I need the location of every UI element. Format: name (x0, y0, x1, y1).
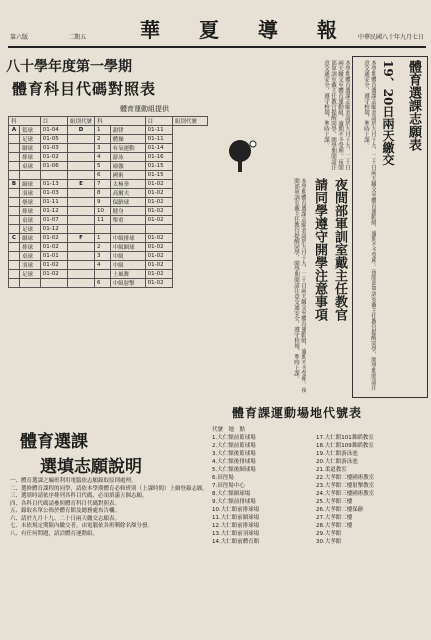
table-row (9, 171, 208, 180)
table-cell: 2 (95, 243, 111, 252)
table-cell: 01-02 (145, 270, 172, 279)
venue-row (212, 457, 426, 465)
article-paragraph: 七、未依規定期限內繳交者，由電腦依各班剩餘名額分發。 (10, 523, 154, 529)
table-cell: 9 (95, 198, 111, 207)
table-cell (68, 252, 95, 261)
table-cell: 01-11 (40, 198, 67, 207)
course-code-table (8, 116, 208, 288)
table-cell: 5 (95, 162, 111, 171)
table-cell (9, 252, 20, 261)
table-cell (68, 153, 95, 162)
venue-table (212, 425, 426, 545)
table-cell (9, 225, 20, 234)
table-cell (9, 162, 20, 171)
venue-cell: 6.田徑場 (212, 475, 234, 481)
article-paragraph: 二、選修體育課程的同學，請依本學期體育必修班別（上課時間）上網登錄志願。 (10, 485, 209, 492)
table-cell (95, 225, 111, 234)
table-cell: 游泳 (110, 153, 145, 162)
table-header-cell: 目 (145, 117, 172, 126)
table-cell: 2 (95, 135, 111, 144)
table-row (9, 144, 208, 153)
venue-cell: 11.大仁館前網球場 (212, 515, 260, 521)
table-cell: 3 (95, 144, 111, 153)
article-paragraph: 八、有任何問題，請洽體育運動組。 (10, 530, 99, 537)
table-cell (9, 207, 20, 216)
table-cell: 01-11 (145, 135, 172, 144)
table-cell: 國術 (110, 171, 145, 180)
table-cell: 01-07 (40, 216, 67, 225)
table-cell: 01-13 (40, 180, 67, 189)
table-cell: 網球 (20, 234, 41, 243)
table-cell: 中級射擊 (110, 279, 145, 288)
table-cell: 4 (95, 261, 111, 270)
table-cell: 8 (95, 189, 111, 198)
venue-cell: 24.大孝館三樓國術教室 (316, 491, 375, 497)
venue-row (212, 521, 426, 529)
table-row (9, 126, 208, 135)
venue-cell: 30.大孝館 (316, 539, 342, 545)
table-row (9, 189, 208, 198)
table-header-cell: 目 (40, 117, 67, 126)
venue-cell: 14.大仁館前體育館 (212, 539, 260, 545)
table-cell: 01-02 (145, 189, 172, 198)
table-cell: 排球 (20, 207, 41, 216)
table-row (9, 180, 208, 189)
table-cell: 壘球 (20, 198, 41, 207)
venue-row (212, 465, 426, 473)
table-cell: 中級 (110, 252, 145, 261)
table-cell (9, 198, 20, 207)
table-cell: 4 (95, 153, 111, 162)
table-cell (68, 279, 95, 288)
table-cell: 01-02 (40, 261, 67, 270)
venue-cell: 21.柔道教室 (316, 467, 347, 473)
venue-cell: 3.大仁館後籃球場 (212, 451, 256, 457)
table-cell: 6 (95, 279, 111, 288)
venue-cell: 22.大孝館二樓國術教室 (316, 475, 375, 481)
table-cell: 舉重 (110, 216, 145, 225)
table-row (9, 198, 208, 207)
venue-row (212, 481, 426, 489)
venue-cell: 17.大仁館101舞蹈教室 (316, 435, 374, 441)
table-cell: 01-02 (145, 216, 172, 225)
headline-c: 夜間部軍訓室戴主任教官 (332, 178, 347, 321)
table-cell: 有氧運動 (110, 144, 145, 153)
table-cell: D (68, 126, 95, 135)
table-row (9, 279, 208, 288)
table-cell (9, 144, 20, 153)
table-cell: 排球 (20, 243, 41, 252)
table-cell: 01-02 (40, 153, 67, 162)
table-cell (9, 135, 20, 144)
table-cell (20, 279, 41, 288)
table-cell (68, 225, 95, 234)
table-row (9, 225, 208, 234)
table-cell: F (68, 234, 95, 243)
venue-row (212, 433, 426, 441)
article-title-line1: 體育選課 (20, 432, 88, 452)
table-row (9, 216, 208, 225)
table-row (9, 135, 208, 144)
table-cell: 排球 (20, 153, 41, 162)
table-cell (9, 261, 20, 270)
table-cell: 01-02 (145, 252, 172, 261)
table-cell: 太極拳 (110, 180, 145, 189)
table-cell: 01-05 (40, 135, 67, 144)
table-row (9, 270, 208, 279)
venue-cell: 29.大孝館 (316, 531, 342, 537)
table-row (9, 234, 208, 243)
venue-cell: 18.大仁館109舞蹈教室 (316, 443, 374, 449)
venue-cell: 26.大孝館二樓保齡 (316, 507, 364, 513)
table-title-line1: 八十學年度第一學期 (6, 59, 132, 75)
table-cell: 01-02 (145, 207, 172, 216)
masthead (8, 10, 426, 48)
ping-pong-paddle-icon (227, 136, 257, 176)
article-paragraph: 三、選填時請依序排列各科目代碼，必須填滿五個志願。 (10, 493, 148, 499)
table-cell: B (9, 180, 20, 189)
table-cell (9, 270, 20, 279)
venue-row (212, 497, 426, 505)
table-header-row (9, 117, 208, 126)
table-cell (110, 225, 145, 234)
table-cell: 體操 (110, 135, 145, 144)
venue-cell: 28.大孝館二樓 (316, 523, 353, 529)
table-cell (9, 279, 20, 288)
venue-cell: 12.大仁館前排球場 (212, 523, 260, 529)
table-cell: 籃球 (20, 126, 41, 135)
venue-table-title: 體育課運動場地代號表 (232, 406, 363, 420)
table-cell: 01-02 (145, 198, 172, 207)
table-cell: 足球 (20, 270, 41, 279)
venue-row (212, 441, 426, 449)
table-cell (20, 171, 41, 180)
article-body (10, 478, 210, 538)
table-cell (68, 198, 95, 207)
article-paragraph: 六、請於九月十九、二十日兩天繳交志願表。 (10, 515, 121, 522)
table-cell: 6 (95, 171, 111, 180)
venue-row (212, 505, 426, 513)
table-cell: 11 (95, 216, 111, 225)
venue-row (212, 513, 426, 521)
venue-cell: 25.大孝館三樓 (316, 499, 353, 505)
table-cell: 保齡球 (110, 198, 145, 207)
newspaper-title: 華 夏 導 報 (140, 18, 353, 42)
table-cell: 中級排球 (110, 234, 145, 243)
table-cell: 土風舞 (110, 270, 145, 279)
table-cell: 健身 (110, 207, 145, 216)
table-row (9, 207, 208, 216)
table-cell (68, 144, 95, 153)
top-right-body: 本學期體育選課志願表請於九月十九、二十日兩天繳交至體育運動組，逾期不予受理。夜間部軍訓室戴主任教官提醒同學，開學期間請注意交通安全，遵守校規，準時上課。 (323, 60, 350, 170)
table-cell (9, 243, 20, 252)
table-cell (68, 207, 95, 216)
table-cell: 中級網球 (110, 243, 145, 252)
table-cell (95, 270, 111, 279)
page-number: 第六版 (10, 34, 29, 41)
table-cell: 01-02 (40, 243, 67, 252)
table-row (9, 153, 208, 162)
table-header-cell: 科 (9, 117, 41, 126)
table-cell: 桌球 (20, 216, 41, 225)
table-cell (68, 261, 95, 270)
table-cell: 01-04 (40, 126, 67, 135)
table-header-cell: 科 (95, 117, 146, 126)
venue-row (212, 489, 426, 497)
table-cell: 桌球 (20, 162, 41, 171)
venue-cell: 10.大仁館前排球場 (212, 507, 260, 513)
secondary-body: 本學期體育選課志願表請於九月十九、二十日兩天繳交至體育運動組，逾期不予受理。夜間部軍訓室戴主任教官提醒同學，開學期間請注意交通安全，遵守校規，準時上課。 (293, 178, 306, 393)
table-cell: E (68, 180, 95, 189)
table-cell: 01-12 (40, 207, 67, 216)
publication-date: 中華民國八十年九月七日 (357, 34, 424, 41)
table-cell: C (9, 234, 20, 243)
table-row (9, 162, 208, 171)
table-cell: A (9, 126, 20, 135)
venue-cell: 19.大仁館游泳池 (316, 451, 358, 457)
table-cell: 足球 (20, 135, 41, 144)
table-cell: 01-15 (145, 171, 172, 180)
table-provider: 體育運動組提供 (120, 105, 169, 113)
table-cell: 網球 (20, 144, 41, 153)
table-cell: 1 (95, 234, 111, 243)
table-cell: 01-02 (145, 243, 172, 252)
venue-cell: 7.田徑場中心 (212, 483, 245, 489)
venue-row (212, 473, 426, 481)
table-cell: 羽球 (20, 261, 41, 270)
venue-row (212, 529, 426, 537)
table-cell: 01-11 (145, 126, 172, 135)
table-cell (68, 162, 95, 171)
table-row (9, 243, 208, 252)
table-cell: 01-15 (145, 162, 172, 171)
table-cell (9, 153, 20, 162)
table-header-cell: 組別代號 (172, 117, 207, 126)
table-cell: 01-02 (145, 261, 172, 270)
table-cell: 01-14 (145, 144, 172, 153)
table-cell (9, 171, 20, 180)
table-cell (68, 243, 95, 252)
table-cell (9, 189, 20, 198)
table-cell: 01-02 (40, 234, 67, 243)
venue-row (212, 537, 426, 545)
table-cell (68, 216, 95, 225)
table-cell: 01-03 (40, 144, 67, 153)
headline-b: 19、20日兩天繳交 (381, 60, 395, 166)
article-paragraph: 四、各科目代碼請參照體育科目代碼對照表。 (10, 500, 121, 507)
table-cell: 7 (95, 180, 111, 189)
table-cell (68, 189, 95, 198)
table-cell: 高爾夫 (110, 189, 145, 198)
table-title-line2: 體育科目代碼對照表 (12, 80, 157, 98)
venue-header: 代號 地 點 (212, 427, 246, 433)
table-cell: 01-02 (145, 279, 172, 288)
table-cell: 中級 (110, 261, 145, 270)
venue-cell: 27.大孝館二樓 (316, 515, 353, 521)
table-cell (68, 171, 95, 180)
headline-d: 請同學遵守開學注意事項 (312, 178, 327, 321)
table-cell: 瑜伽 (110, 162, 145, 171)
venue-cell: 5.大仁館後網球場 (212, 467, 256, 473)
venue-row (212, 449, 426, 457)
venue-cell: 9.大仁館前排球場 (212, 499, 256, 505)
table-cell: 網球 (20, 180, 41, 189)
venue-cell: 20.大仁館游泳池 (316, 459, 358, 465)
table-cell (40, 279, 67, 288)
table-cell: 韻律 (110, 126, 145, 135)
issue-number: 二期五 (68, 34, 87, 41)
table-cell: 01-03 (40, 189, 67, 198)
table-cell (40, 171, 67, 180)
venue-cell: 23.大孝館二樓射擊教室 (316, 483, 375, 489)
table-cell (68, 135, 95, 144)
table-cell: 羽球 (20, 189, 41, 198)
table-cell: 01-12 (40, 225, 67, 234)
table-cell (68, 270, 95, 279)
venue-cell: 8.大仁館網球場 (212, 491, 251, 497)
article-title-line2: 選填志願說明 (40, 457, 142, 477)
table-cell: 1 (95, 126, 111, 135)
venue-cell: 1.大仁館前籃球場 (212, 435, 256, 441)
table-cell: 桌球 (20, 252, 41, 261)
table-row (9, 261, 208, 270)
venue-cell: 2.大仁館前籃球場 (212, 443, 256, 449)
venue-cell: 4.大仁館後排球場 (212, 459, 256, 465)
table-cell: 01-02 (145, 234, 172, 243)
venue-cell: 13.大仁館前羽球場 (212, 531, 260, 537)
table-cell: 01-01 (40, 252, 67, 261)
table-cell (145, 225, 172, 234)
table-cell: 01-02 (40, 270, 67, 279)
table-cell (9, 216, 20, 225)
table-header-cell: 組別代號 (68, 117, 95, 126)
table-cell: 足球 (20, 225, 41, 234)
headline-body: 本學期體育選課志願表請於九月十九、二十日兩天繳交至體育運動組，逾期不予受理。夜間部軍訓室戴主任教官提醒同學，開學期間請注意交通安全，遵守校規，準時上課。 (363, 60, 376, 390)
headline-a: 體育選課志願表 (406, 60, 421, 151)
table-cell: 01-02 (145, 180, 172, 189)
article-paragraph: 一、體育選課之編班利用電腦依志願錄取原則處理。 (10, 478, 137, 484)
table-cell: 01-16 (145, 153, 172, 162)
table-cell: 10 (95, 207, 111, 216)
article-paragraph: 五、錄取名單公佈於體育館及總務處布告欄。 (10, 508, 121, 514)
table-cell: 3 (95, 252, 111, 261)
table-cell: 01-06 (40, 162, 67, 171)
table-row (9, 252, 208, 261)
